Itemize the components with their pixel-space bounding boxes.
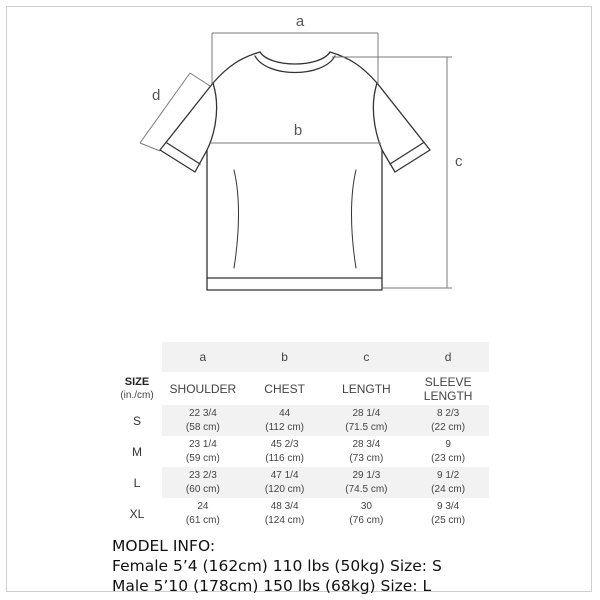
table-cell <box>244 405 326 436</box>
inch-value: 24 <box>197 500 209 512</box>
size-cell: L <box>112 467 162 498</box>
table-cell <box>244 498 326 529</box>
size-header <box>112 372 162 405</box>
inch-value: 45 2/3 <box>270 438 299 450</box>
inch-value: 9 1/2 <box>437 469 460 481</box>
table-cell <box>326 467 408 498</box>
table-row <box>112 436 489 467</box>
table-cell <box>407 467 489 498</box>
dimension-a <box>212 33 378 84</box>
table-cell <box>162 467 244 498</box>
table-row <box>112 498 489 529</box>
inch-value: 30 <box>360 500 372 512</box>
cm-value: (60 cm) <box>185 483 220 495</box>
dimension-label-d: d <box>152 87 161 104</box>
table-cell <box>407 405 489 436</box>
inch-value: 47 1/4 <box>270 469 299 481</box>
cm-value: (22 cm) <box>431 421 466 433</box>
cm-value: (61 cm) <box>185 514 220 526</box>
cm-value: (73 cm) <box>349 452 384 464</box>
table-row <box>112 467 489 498</box>
column-letter-a: a <box>162 342 244 372</box>
inch-value: 28 3/4 <box>352 438 381 450</box>
dimension-label-c: c <box>455 153 463 170</box>
cm-value: (59 cm) <box>185 452 220 464</box>
table-cell <box>162 405 244 436</box>
table-cell <box>244 467 326 498</box>
table-cell <box>162 498 244 529</box>
column-letter-b: b <box>244 342 326 372</box>
table-cell <box>162 436 244 467</box>
column-letter-d: d <box>407 342 489 372</box>
model-info <box>112 536 442 596</box>
size-cell: M <box>112 436 162 467</box>
cm-value: (124 cm) <box>264 514 305 526</box>
table-header-row <box>112 372 489 405</box>
cm-value: (71.5 cm) <box>345 421 388 433</box>
size-cell: S <box>112 405 162 436</box>
inch-value: 9 3/4 <box>437 500 460 512</box>
cm-value: (112 cm) <box>265 421 304 433</box>
inch-value: 22 3/4 <box>188 407 217 419</box>
size-label: SIZE <box>124 375 150 388</box>
cm-value: (25 cm) <box>431 514 466 526</box>
table-cell <box>326 498 408 529</box>
cm-value: (74.5 cm) <box>345 483 388 495</box>
tshirt-outline <box>160 52 430 290</box>
column-header-shoulder: SHOULDER <box>162 372 244 405</box>
model-info-title: MODEL INFO: <box>112 537 216 555</box>
inch-value: 44 <box>279 407 291 419</box>
inch-value: 23 1/4 <box>188 438 217 450</box>
column-header-sleeve-length: SLEEVE LENGTH <box>407 372 489 405</box>
cm-value: (116 cm) <box>265 452 304 464</box>
table-cell <box>244 436 326 467</box>
model-info-female: Female 5’4 (162cm) 110 lbs (50kg) Size: S <box>112 557 442 575</box>
column-header-length: LENGTH <box>326 372 408 405</box>
dimension-d <box>140 73 210 151</box>
inch-value: 29 1/3 <box>352 469 381 481</box>
cm-value: (76 cm) <box>349 514 384 526</box>
dimension-label-b: b <box>293 122 303 139</box>
table-letter-row <box>112 342 489 372</box>
dimension-label-a: a <box>295 13 305 30</box>
column-letter-c: c <box>326 342 408 372</box>
model-info-male: Male 5’10 (178cm) 150 lbs (68kg) Size: L <box>112 577 432 595</box>
inch-value: 28 1/4 <box>352 407 381 419</box>
size-chart-table <box>112 342 489 529</box>
column-header-chest: CHEST <box>244 372 326 405</box>
table-cell <box>326 436 408 467</box>
dimension-c <box>332 57 452 288</box>
table-cell <box>407 498 489 529</box>
inch-value: 8 2/3 <box>437 407 460 419</box>
cm-value: (23 cm) <box>431 452 466 464</box>
table-row <box>112 405 489 436</box>
table-cell <box>326 405 408 436</box>
cm-value: (24 cm) <box>431 483 466 495</box>
cm-value: (120 cm) <box>264 483 305 495</box>
cm-value: (58 cm) <box>185 421 220 433</box>
inch-value: 23 2/3 <box>188 469 217 481</box>
inch-value: 48 3/4 <box>270 500 299 512</box>
inch-value: 9 <box>445 438 451 450</box>
size-unit: (in./cm) <box>120 389 154 401</box>
table-cell <box>407 436 489 467</box>
size-cell: XL <box>112 498 162 529</box>
